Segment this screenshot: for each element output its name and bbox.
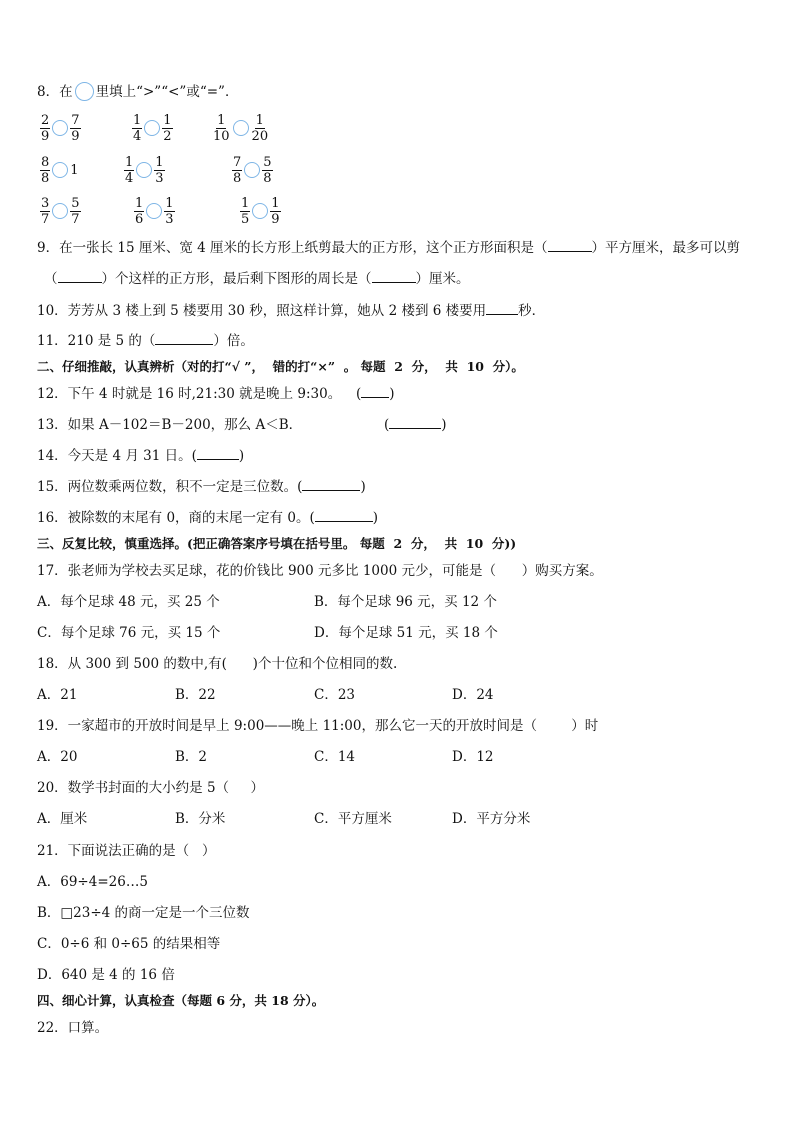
q21-stem: 21．下面说法正确的是（ ） (37, 843, 216, 859)
option-c[interactable]: C．每个足球 76 元，买 15 个 (37, 625, 221, 641)
answer-circle[interactable] (144, 120, 160, 136)
option-a[interactable]: A．厘米 (37, 811, 88, 827)
fraction: $\frac{1}{5}$ (241, 195, 250, 227)
answer-circle[interactable] (136, 162, 152, 178)
compare-item (124, 150, 165, 190)
option-d[interactable]: D．每个足球 51 元，买 18 个 (314, 625, 498, 641)
fraction: $\frac{5}{8}$ (263, 154, 272, 186)
answer-blank[interactable] (486, 314, 518, 315)
fraction: $\frac{3}{7}$ (41, 195, 50, 227)
q9-line2: （ ）个这样的正方形，最后剩下图形的周长是（ ）厘米。 (44, 271, 470, 287)
answer-blank[interactable] (302, 490, 360, 491)
q19-stem: 19．一家超市的开放时间是早上 9:00——晚上 11:00，那么它一天的开放时间是（ ）时 (37, 718, 599, 734)
fraction: $\frac{8}{8}$ (41, 154, 50, 186)
fraction: $\frac{1}{4}$ (125, 154, 134, 186)
compare-item (40, 191, 81, 231)
q12-answer: ( ) (356, 386, 395, 402)
option-b[interactable]: B．2 (175, 749, 208, 765)
option-c[interactable]: C．平方厘米 (314, 811, 392, 827)
whole-number: 1 (70, 162, 79, 178)
q12: 12．下午 4 时就是 16 时,21:30 就是晚上 9:30。 (37, 386, 342, 402)
answer-circle[interactable] (146, 203, 162, 219)
answer-circle[interactable] (52, 162, 68, 178)
fraction: $\frac{7}{9}$ (71, 112, 80, 144)
q11: 11．210 是 5 的（ ）倍。 (37, 333, 254, 349)
option-c[interactable]: C．0÷6 和 0÷65 的结果相等 (37, 936, 221, 952)
compare-item (240, 191, 281, 231)
option-d[interactable]: D．12 (452, 749, 494, 765)
answer-blank[interactable] (58, 282, 102, 283)
q8-prefix: 8．在 (37, 83, 73, 100)
option-b[interactable]: B．分米 (175, 811, 226, 827)
option-b[interactable]: B．每个足球 96 元，买 12 个 (314, 594, 497, 610)
option-d[interactable]: D．平方分米 (452, 811, 531, 827)
fraction: $\frac{1}{3}$ (165, 195, 174, 227)
q22: 22．口算。 (37, 1020, 109, 1036)
answer-blank[interactable] (155, 344, 213, 345)
fraction: $\frac{1}{6}$ (135, 195, 144, 227)
fraction: $\frac{5}{7}$ (71, 195, 80, 227)
answer-blank[interactable] (197, 459, 239, 460)
option-d[interactable]: D．640 是 4 的 16 倍 (37, 967, 175, 983)
section-heading: 三、反复比较，慎重选择。(把正确答案序号填在括号里。 每题 2 分， 共 10 分)) (37, 536, 517, 551)
q16: 16．被除数的末尾有 0，商的末尾一定有 0。( ) (37, 510, 378, 526)
fraction: $\frac{1}{3}$ (155, 154, 164, 186)
q13: 13．如果 A－102＝B－200，那么 A＜B． (37, 417, 303, 433)
fraction: $\frac{1}{20}$ (251, 112, 269, 144)
option-a[interactable]: A．每个足球 48 元，买 25 个 (37, 594, 220, 610)
answer-circle[interactable] (52, 120, 68, 136)
q8-suffix: 里填上“>”“<”或“=”． (95, 83, 239, 100)
fraction: $\frac{1}{2}$ (163, 112, 172, 144)
answer-circle[interactable] (244, 162, 260, 178)
option-a[interactable]: A．21 (37, 687, 78, 703)
q9-line1: 9．在一张长 15 厘米、宽 4 厘米的长方形上纸剪最大的正方形，这个正方形面积是（ ）平方厘米，最多可以剪 (37, 240, 741, 256)
q18-stem: 18．从 300 到 500 的数中,有( )个十位和个位相同的数. (37, 656, 398, 672)
option-d[interactable]: D．24 (452, 687, 494, 703)
q20-stem: 20．数学书封面的大小约是 5（ ） (37, 780, 265, 796)
compare-item (40, 150, 79, 190)
compare-item (212, 108, 269, 148)
answer-blank[interactable] (361, 397, 389, 398)
answer-circle[interactable] (52, 203, 68, 219)
option-a[interactable]: A．69÷4=26…5 (37, 874, 148, 890)
q10: 10．芳芳从 3 楼上到 5 楼要用 30 秒，照这样计算，她从 2 楼到 6 楼要用 秒． (37, 303, 546, 319)
q15: 15．两位数乘两位数，积不一定是三位数。( ) (37, 479, 366, 495)
compare-item (40, 108, 81, 148)
fraction: $\frac{2}{9}$ (41, 112, 50, 144)
answer-circle[interactable] (75, 82, 94, 101)
compare-item (132, 108, 173, 148)
answer-blank[interactable] (372, 282, 416, 283)
compare-item (232, 150, 273, 190)
q13-answer: ( ) (384, 417, 447, 433)
answer-blank[interactable] (315, 521, 373, 522)
section-heading: 四、细心计算，认真检查（每题 6 分，共 18 分）。 (37, 993, 325, 1008)
fraction: $\frac{7}{8}$ (233, 154, 242, 186)
answer-blank[interactable] (389, 428, 441, 429)
answer-circle[interactable] (252, 203, 268, 219)
option-a[interactable]: A．20 (37, 749, 78, 765)
option-b[interactable]: B．□23÷4 的商一定是一个三位数 (37, 905, 250, 921)
option-c[interactable]: C．14 (314, 749, 356, 765)
compare-item (134, 191, 175, 231)
q8-stem (37, 82, 238, 101)
fraction: $\frac{1}{9}$ (271, 195, 280, 227)
q17-stem: 17．张老师为学校去买足球，花的价钱比 900 元多比 1000 元少，可能是（ ）购买方案。 (37, 563, 603, 579)
section-heading: 二、仔细推敲，认真辨析（对的打“√ ”， 错的打“×” 。 每题 2 分， 共 10 分）。 (37, 359, 524, 374)
fraction: $\frac{1}{10}$ (213, 112, 230, 144)
answer-blank[interactable] (548, 251, 592, 252)
option-c[interactable]: C．23 (314, 687, 356, 703)
fraction: $\frac{1}{4}$ (133, 112, 142, 144)
answer-circle[interactable] (233, 120, 249, 136)
q14: 14．今天是 4 月 31 日。( ) (37, 448, 245, 464)
option-b[interactable]: B．22 (175, 687, 216, 703)
